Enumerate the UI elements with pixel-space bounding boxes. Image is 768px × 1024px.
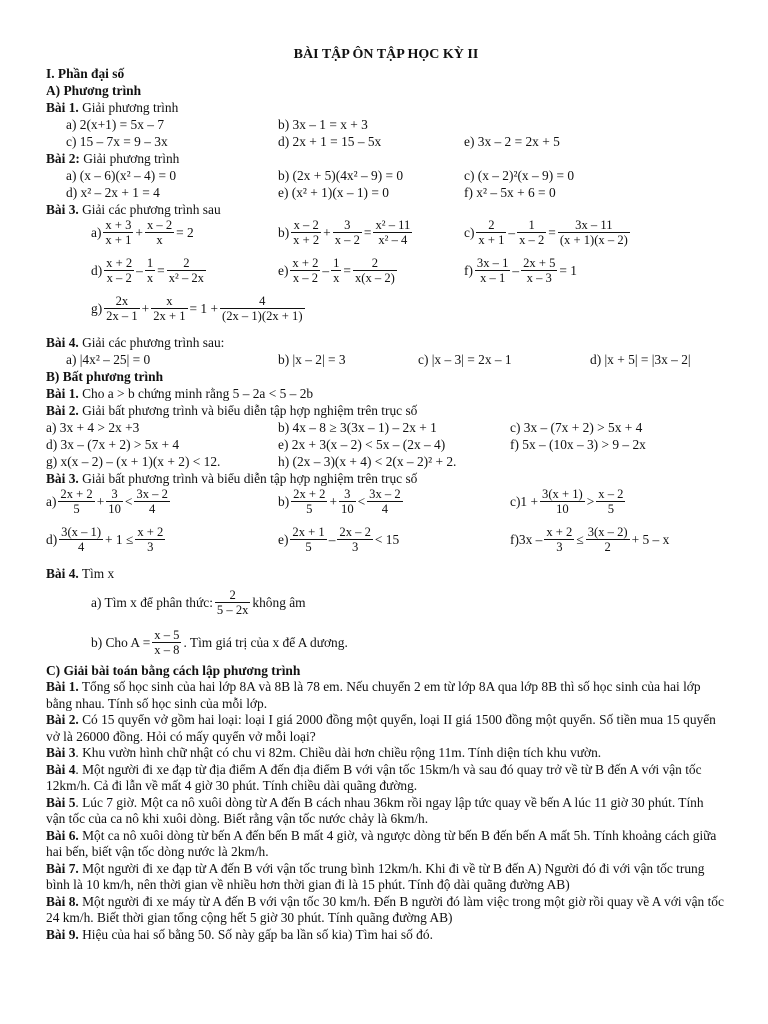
eq3-b: b) $\frac{x - 2}{x + 2}$ + $\frac{3}{x - 2}$ = $\frac{\text{x² – 11}}{\text{x² – 4}}$ [278,218,411,247]
ineq3-d: d) $\frac{3(x - 1)}{4}$ + 1 ≤ $\frac{x + 2}{3}$ [46,525,164,554]
eq3-g: g) $\frac{2x}{2x - 1}$ + $\frac{x}{2x + 1}$ = 1 + $\frac{4}{(2x - 1)(2x + 1)}$ [91,294,303,323]
section-b-heading: B) Bất phương trình [46,369,164,384]
document-page [46,46,726,943]
ineq3-e: e) $\frac{2x + 1}{5}$ – $\frac{2x - 2}{3}$ < 15 [278,525,400,554]
b-exercise-1: Bài 1. Cho a > b chứng minh rằng 5 – 2a < 5 – 2b [46,386,314,401]
b-exercise-3: Bài 3. Giải bất phương trình và biểu diễn tập hợp nghiệm trên trục số a) $\frac{2x + 2}{5}$ + $\frac{3}{10}$ < $\frac{3x - 2}{4}$ b) $\frac{2x + 2}{5}$ + $\frac{3}{10}$ < $\frac{3x - 2}{4}$ c) 1 + $\frac{3(x + 1)}{10}$ > $\frac{x - 2}{5}$ d) $\frac{3(x - 1)}{4}$ + 1 ≤ $\frac{x + 2}{3}$ e) $\frac{2x + 1}{5}$ – $\frac{2x - 2}{3}$ < 15 f) 3x – $\frac{x + 2}{3}$ ≤ $\frac{3(x - 2)}{2}$ + 5 – x [46,471,670,554]
b-exercise-4: Bài 4. Tìm x a) Tìm x để phân thức: $\frac{2}{5 - 2x}$ không âm b) Cho A = $\frac{x - 5}{x - 8}$ . Tìm giá trị của x để A dương. [46,565,726,662]
c-exercise: Bài 3. Khu vườn hình chữ nhật có chu vi 82m. Chiều dài hơn chiều rộng 11m. Tính diện tích khu vườn. [46,745,602,760]
eq3-e: e) $\frac{x + 2}{x - 2}$ – $\frac{1}{x}$ = $\frac{2}{x(x - 2)}$ [278,256,395,285]
page-title: BÀI TẬP ÔN TẬP HỌC KỲ II [293,47,479,62]
c-exercise: Bài 1. Tổng số học sinh của hai lớp 8A và 8B là 78 em. Nếu chuyển 2 em từ lớp 8A qua lớp 8B thì số học sinh của hai lớp bằng nhau. Tính số học sinh của mỗi lớp. [46,679,701,711]
c-exercise: Bài 4. Một người đi xe đạp từ địa điểm A đến địa điểm B với vận tốc 15km/h và sau đó quay trở về từ B đến A với vận tốc 12km/h. Cả đi lẫn về mất 4 giờ 30 phút. Tính chiều dài quãng đường. [46,761,702,793]
a1-row1: a) 2(x+1) = 5x – 7 b) 3x – 1 = x + 3 [66,117,368,132]
a-exercise-4: Bài 4. Giải các phương trình sau: a) |4x² – 25| = 0 b) |x – 2| = 3 c) |x – 3| = 2x – 1 d) |x + 5| = |3x – 2| [46,335,691,367]
ineq3-f: f) 3x – $\frac{x + 2}{3}$ ≤ $\frac{3(x - 2)}{2}$ + 5 – x [510,525,670,554]
b4-part-b: b) Cho A = $\frac{x - 5}{x - 8}$ . Tìm giá trị của x để A dương. [91,627,348,657]
a-exercise-3: Bài 3. Giải các phương trình sau a) $\frac{x + 3}{x + 1}$ + $\frac{x - 2}{x}$ = 2 b) $\frac{x - 2}{x + 2}$ + $\frac{3}{x - 2}$ = $\frac{\text{x² – 11}}{\text{x² – 4}}$ c) $\frac{2}{x + 1}$ – $\frac{1}{x - 2}$ = $\frac{3x - 11}{(x + 1)(x - 2)}$ d) $\frac{x + 2}{x - 2}$ – $\frac{1}{x}$ = $\frac{2}{\text{x² – 2x}}$ e) $\frac{x + 2}{x - 2}$ – $\frac{1}{x}$ = $\frac{2}{x(x - 2)}$ f) $\frac{3x - 1}{x - 1}$ – $\frac{2x + 5}{x - 3}$ = 1 g) $\frac{2x}{2x - 1}$ + $\frac{x}{2x + 1}$ = 1 + $\frac{4}{(2x - 1)(2x + 1)}$ [46,201,726,334]
c-exercise: Bài 8. Một người đi xe máy từ A đến B với vận tốc 30 km/h. Đến B người đó làm việc trong một giờ rồi quay về A với vận tốc 24 km/h. Biết thời gian tổng cộng hết 5 giờ 30 phút. Tính quãng đường AB) [46,893,724,925]
c-exercise: Bài 9. Hiệu của hai số bằng 50. Số này gấp ba lần số kia) Tìm hai số đó. [46,926,433,942]
eq3-f: f) $\frac{3x - 1}{x - 1}$ – $\frac{2x + 5}{x - 3}$ = 1 [464,256,578,285]
c-exercise: Bài 2. Có 15 quyển vở gồm hai loại: loại I giá 2000 đồng một quyển, loại II giá 1500 đồng một quyển. Số tiền mua 15 quyển vở là 26000 đồng. Hỏi có mấy quyển vở mỗi loại? [46,712,716,744]
section-a-heading: A) Phương trình [46,83,142,98]
a-exercise-1: Bài 1. Giải phương trình a) 2(x+1) = 5x – 7 b) 3x – 1 = x + 3 c) 15 – 7x = 9 – 3x d) 2x + 1 = 15 – 5x e) 3x – 2 = 2x + 5 [46,99,726,150]
c-exercise: Bài 6. Một ca nô xuôi dòng từ bến A đến bến B mất 4 giờ, và ngược dòng từ bến B đến bến A mất 5h. Tính khoảng cách giữa hai bến, biết vận tốc dòng nước là 2km/h. [46,827,717,859]
ineq3-c: c) 1 + $\frac{3(x + 1)}{10}$ > $\frac{x - 2}{5}$ [510,487,624,516]
eq3-a: a) $\frac{x + 3}{x + 1}$ + $\frac{x - 2}{x}$ = 2 [91,218,194,247]
b4-part-a: a) Tìm x để phân thức: $\frac{2}{5 - 2x}$ không âm [91,587,306,617]
a-exercise-2: Bài 2: Giải phương trình a) (x – 6)(x² – 4) = 0 b) (2x + 5)(4x² – 9) = 0 c) (x – 2)²(x – 9) = 0 d) x² – 2x + 1 = 4 e) (x² + 1)(x – 1) = 0 f) x² – 5x + 6 = 0 [46,151,575,200]
c-exercise: Bài 5. Lúc 7 giờ. Một ca nô xuôi dòng từ A đến B cách nhau 36km rồi ngay lập tức quay về bến A lúc 11 giờ 30 phút. Tính vận tốc của ca nô khi xuôi dòng. Biết rằng vận tốc nước chảy là 6km/h. [46,794,704,826]
ineq3-a: a) $\frac{2x + 2}{5}$ + $\frac{3}{10}$ < $\frac{3x - 2}{4}$ [46,487,168,516]
eq3-c: c) $\frac{2}{x + 1}$ – $\frac{1}{x - 2}$ = $\frac{3x - 11}{(x + 1)(x - 2)}$ [464,218,628,247]
ineq3-b: b) $\frac{2x + 2}{5}$ + $\frac{3}{10}$ < $\frac{3x - 2}{4}$ [278,487,401,516]
eq3-d: d) $\frac{x + 2}{x - 2}$ – $\frac{1}{x}$ = $\frac{2}{\text{x² – 2x}}$ [91,256,204,285]
c-exercise: Bài 7. Một người đi xe đạp từ A đến B với vận tốc trung bình 12km/h. Khi đi về từ B đến A) Người đó đi với vận tốc trung bình là 10 km/h, nên thời gian về nhiều hơn thời gian đi là 15 phút. Tính độ dài quãng đường AB) [46,860,705,892]
b-exercise-2: Bài 2. Giải bất phương trình và biểu diễn tập hợp nghiệm trên trục số a) 3x + 4 > 2x +3 b) 4x – 8 ≥ 3(3x – 1) – 2x + 1 c) 3x – (7x + 2) > 5x + 4 d) 3x – (7x + 2) > 5x + 4 e) 2x + 3(x – 2) < 5x – (2x – 4) f) 5x – (10x – 3) > 9 – 2x g) x(x – 2) – (x + 1)(x + 2) < 12. h) (2x – 3)(x + 4) < 2(x – 2)² + 2. [46,403,646,469]
section-c-list [46,679,726,943]
a1-row2: c) 15 – 7x = 9 – 3x d) 2x + 1 = 15 – 5x e) 3x – 2 = 2x + 5 [66,134,560,149]
section-c-heading: C) Giải bài toán bằng cách lập phương trình [46,663,301,678]
part-heading: I. Phần đại số [46,66,125,81]
